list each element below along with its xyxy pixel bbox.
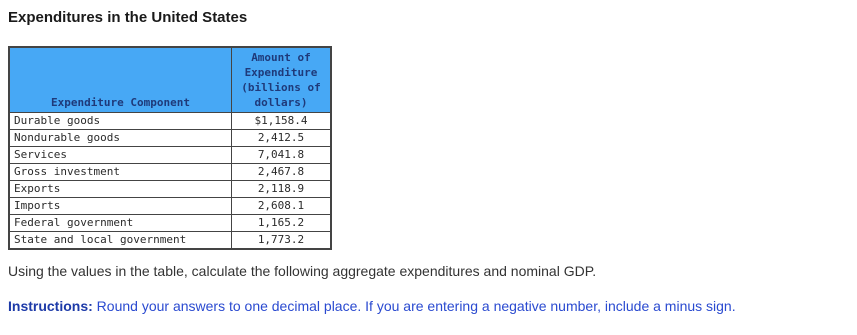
table-row: [9, 215, 331, 232]
component-cell: Gross investment: [9, 164, 232, 181]
amount-cell: 7,041.8: [232, 147, 332, 164]
amount-cell: $1,158.4: [232, 113, 332, 130]
header-amount-line: (billions of: [241, 81, 321, 94]
table-row: [9, 113, 331, 130]
component-cell: Imports: [9, 198, 232, 215]
table-row: [9, 130, 331, 147]
amount-cell: 2,608.1: [232, 198, 332, 215]
table-row: [9, 198, 331, 215]
table-row: [9, 164, 331, 181]
component-cell: Exports: [9, 181, 232, 198]
header-expenditure-component: Expenditure Component: [9, 47, 232, 113]
amount-cell: 1,773.2: [232, 232, 332, 250]
component-cell: State and local government: [9, 232, 232, 250]
amount-cell: 1,165.2: [232, 215, 332, 232]
header-amount-of-expenditure: [232, 47, 332, 113]
table-header-row: [9, 47, 331, 113]
table-row: [9, 181, 331, 198]
header-amount-line: dollars): [254, 96, 308, 109]
expenditure-table: [8, 46, 332, 250]
component-cell: Federal government: [9, 215, 232, 232]
instructions: [8, 298, 736, 314]
amount-cell: 2,467.8: [232, 164, 332, 181]
component-cell: Nondurable goods: [9, 130, 232, 147]
component-cell: Services: [9, 147, 232, 164]
table-row: [9, 147, 331, 164]
instructions-text: Round your answers to one decimal place. If you are entering a negative number, include a minus sign.: [96, 298, 736, 314]
instructions-label: Instructions:: [8, 298, 93, 314]
amount-cell: 2,118.9: [232, 181, 332, 198]
question-prompt: Using the values in the table, calculate the following aggregate expenditures and nominal GDP.: [8, 263, 597, 279]
page-title: Expenditures in the United States: [8, 9, 248, 26]
component-cell: Durable goods: [9, 113, 232, 130]
amount-cell: 2,412.5: [232, 130, 332, 147]
header-amount-line: Expenditure: [244, 66, 318, 79]
table-row: [9, 232, 331, 250]
header-amount-line: Amount of: [251, 51, 311, 64]
